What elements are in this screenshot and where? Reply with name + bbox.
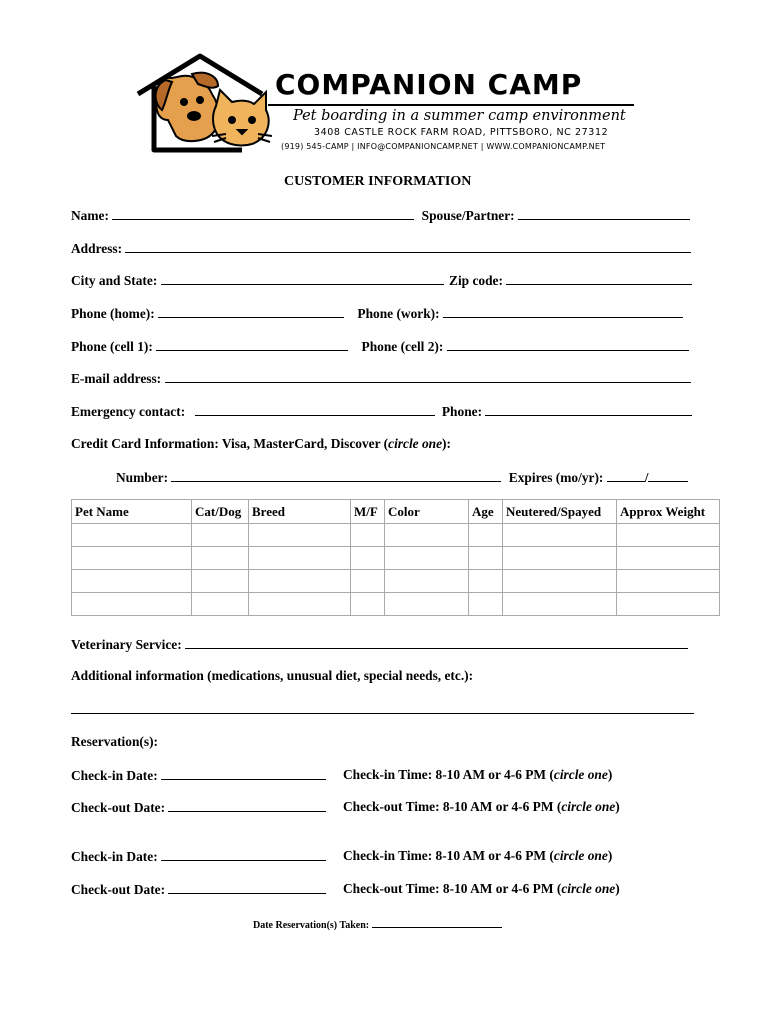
phone-row-2	[71, 338, 689, 355]
table-cell[interactable]	[249, 524, 351, 547]
table-cell[interactable]	[469, 524, 503, 547]
table-cell[interactable]	[469, 547, 503, 570]
checkin-date-row-2	[71, 848, 326, 865]
zip-label: Zip code:	[449, 273, 503, 288]
close-paren: )	[607, 848, 613, 863]
table-cell[interactable]	[249, 547, 351, 570]
emergency-row	[71, 403, 692, 420]
table-cell[interactable]	[503, 570, 617, 593]
table-cell[interactable]	[385, 570, 469, 593]
zip-field[interactable]	[506, 272, 692, 285]
close-paren: )	[615, 799, 620, 814]
col-breed: Breed	[249, 500, 351, 524]
phone-cell1-field[interactable]	[156, 338, 348, 351]
col-pet-name: Pet Name	[72, 500, 192, 524]
checkout-date-row-2	[71, 881, 326, 898]
circle-one-note: circle one	[561, 881, 616, 896]
city-row	[71, 272, 692, 289]
pet-table-header-row	[72, 500, 720, 524]
card-number-label: Number:	[116, 470, 169, 485]
form-title: CUSTOMER INFORMATION	[284, 174, 472, 189]
checkin-time-label: Check-in Time: 8-10 AM or 4-6 PM (	[343, 848, 554, 863]
checkin-date-field[interactable]	[161, 767, 326, 780]
table-cell[interactable]	[503, 593, 617, 616]
table-cell[interactable]	[192, 547, 249, 570]
phone-cell2-field[interactable]	[447, 338, 689, 351]
expires-label: Expires (mo/yr):	[508, 470, 604, 485]
logo-contact: (919) 545-CAMP | INFO@COMPANIONCAMP.NET | WWW.COMPANIONCAMP.NET	[281, 142, 606, 151]
checkout-time-label: Check-out Time: 8-10 AM or 4-6 PM (	[343, 799, 562, 814]
table-cell[interactable]	[351, 570, 385, 593]
table-row	[72, 524, 720, 547]
table-cell[interactable]	[351, 547, 385, 570]
table-cell[interactable]	[469, 570, 503, 593]
table-cell[interactable]	[192, 593, 249, 616]
table-row	[72, 570, 720, 593]
col-age: Age	[469, 500, 503, 524]
checkin-date-row-1	[71, 767, 326, 784]
checkout-date-field[interactable]	[168, 881, 326, 894]
email-label: E-mail address:	[71, 371, 162, 386]
col-neutered-spayed: Neutered/Spayed	[503, 500, 617, 524]
table-cell[interactable]	[192, 570, 249, 593]
col-approx-weight: Approx Weight	[617, 500, 720, 524]
table-cell[interactable]	[503, 524, 617, 547]
table-cell[interactable]	[249, 593, 351, 616]
circle-one-note: circle one	[553, 767, 608, 782]
checkin-time-label: Check-in Time: 8-10 AM or 4-6 PM (	[343, 767, 554, 782]
email-field[interactable]	[165, 370, 691, 383]
date-taken-label: Date Reservation(s) Taken:	[253, 920, 370, 931]
phone-work-label: Phone (work):	[357, 306, 440, 321]
city-label: City and State:	[71, 273, 158, 288]
vet-field[interactable]	[185, 636, 688, 649]
address-row	[71, 240, 691, 257]
email-row	[71, 370, 691, 387]
additional-info-field[interactable]	[71, 713, 694, 714]
vet-label: Veterinary Service:	[71, 637, 182, 652]
table-row	[72, 547, 720, 570]
card-number-field[interactable]	[171, 469, 501, 482]
reservations-label: Reservation(s):	[71, 734, 159, 749]
vet-row	[71, 636, 688, 653]
address-label: Address:	[71, 241, 123, 256]
checkin-date-label: Check-in Date:	[71, 768, 158, 783]
table-cell[interactable]	[617, 547, 720, 570]
credit-card-label: Credit Card Information: Visa, MasterCard, Discover (	[71, 436, 389, 451]
col-cat-dog: Cat/Dog	[192, 500, 249, 524]
checkout-time-row-1	[343, 799, 620, 815]
pet-table	[71, 499, 720, 616]
table-cell[interactable]	[249, 570, 351, 593]
phone-row-1	[71, 305, 683, 322]
logo-title: COMPANION CAMP	[275, 68, 583, 101]
expires-year-field[interactable]	[648, 469, 688, 482]
spouse-label: Spouse/Partner:	[421, 208, 515, 223]
emergency-field[interactable]	[195, 403, 435, 416]
checkin-time-row-2	[343, 848, 612, 864]
table-cell[interactable]	[617, 593, 720, 616]
phone-home-label: Phone (home):	[71, 306, 155, 321]
table-cell[interactable]	[72, 524, 192, 547]
cat-icon	[212, 90, 272, 146]
circle-one-note: circle one	[561, 799, 616, 814]
phone-cell2-label: Phone (cell 2):	[361, 339, 444, 354]
table-cell[interactable]	[385, 524, 469, 547]
logo-rule	[268, 104, 634, 106]
table-cell[interactable]	[385, 593, 469, 616]
phone-home-field[interactable]	[158, 305, 344, 318]
card-number-row	[116, 469, 688, 486]
additional-info-label: Additional information (medications, unusual diet, special needs, etc.):	[71, 668, 474, 683]
phone-cell1-label: Phone (cell 1):	[71, 339, 153, 354]
phone-work-field[interactable]	[443, 305, 683, 318]
emergency-phone-label: Phone:	[441, 404, 483, 419]
date-taken-row	[253, 918, 502, 931]
credit-card-suffix: ):	[442, 436, 451, 451]
table-cell[interactable]	[617, 570, 720, 593]
table-cell[interactable]	[351, 524, 385, 547]
table-cell[interactable]	[351, 593, 385, 616]
name-label: Name:	[71, 208, 109, 223]
expires-month-field[interactable]	[607, 469, 645, 482]
checkout-time-row-2	[343, 881, 620, 897]
table-cell[interactable]	[72, 593, 192, 616]
close-paren: )	[615, 881, 620, 896]
circle-one-note: circle one	[388, 436, 443, 451]
date-taken-field[interactable]	[372, 918, 502, 928]
circle-one-note: circle one	[553, 848, 608, 863]
table-cell[interactable]	[617, 524, 720, 547]
table-row	[72, 593, 720, 616]
city-field[interactable]	[161, 272, 444, 285]
name-field[interactable]	[112, 207, 414, 220]
expires-slash: /	[644, 470, 649, 485]
table-cell[interactable]	[503, 547, 617, 570]
name-row	[71, 207, 690, 224]
checkout-time-label: Check-out Time: 8-10 AM or 4-6 PM (	[343, 881, 562, 896]
address-field[interactable]	[125, 240, 691, 253]
col-color: Color	[385, 500, 469, 524]
table-cell[interactable]	[72, 547, 192, 570]
checkin-date-field[interactable]	[161, 848, 326, 861]
checkout-date-row-1	[71, 799, 326, 816]
table-cell[interactable]	[72, 570, 192, 593]
logo-address: 3408 CASTLE ROCK FARM ROAD, PITTSBORO, NC 27312	[314, 127, 609, 138]
checkout-date-field[interactable]	[168, 799, 326, 812]
dog-icon	[156, 73, 219, 141]
table-cell[interactable]	[385, 547, 469, 570]
col-mf: M/F	[351, 500, 385, 524]
spouse-field[interactable]	[518, 207, 690, 220]
logo-tagline: Pet boarding in a summer camp environment	[293, 108, 626, 124]
checkin-time-row-1	[343, 767, 612, 783]
checkin-date-label: Check-in Date:	[71, 849, 158, 864]
credit-card-row	[71, 436, 451, 452]
table-cell[interactable]	[192, 524, 249, 547]
close-paren: )	[607, 767, 613, 782]
emergency-label: Emergency contact:	[71, 404, 186, 419]
checkout-date-label: Check-out Date:	[71, 882, 166, 897]
checkout-date-label: Check-out Date:	[71, 800, 166, 815]
table-cell[interactable]	[469, 593, 503, 616]
emergency-phone-field[interactable]	[485, 403, 692, 416]
